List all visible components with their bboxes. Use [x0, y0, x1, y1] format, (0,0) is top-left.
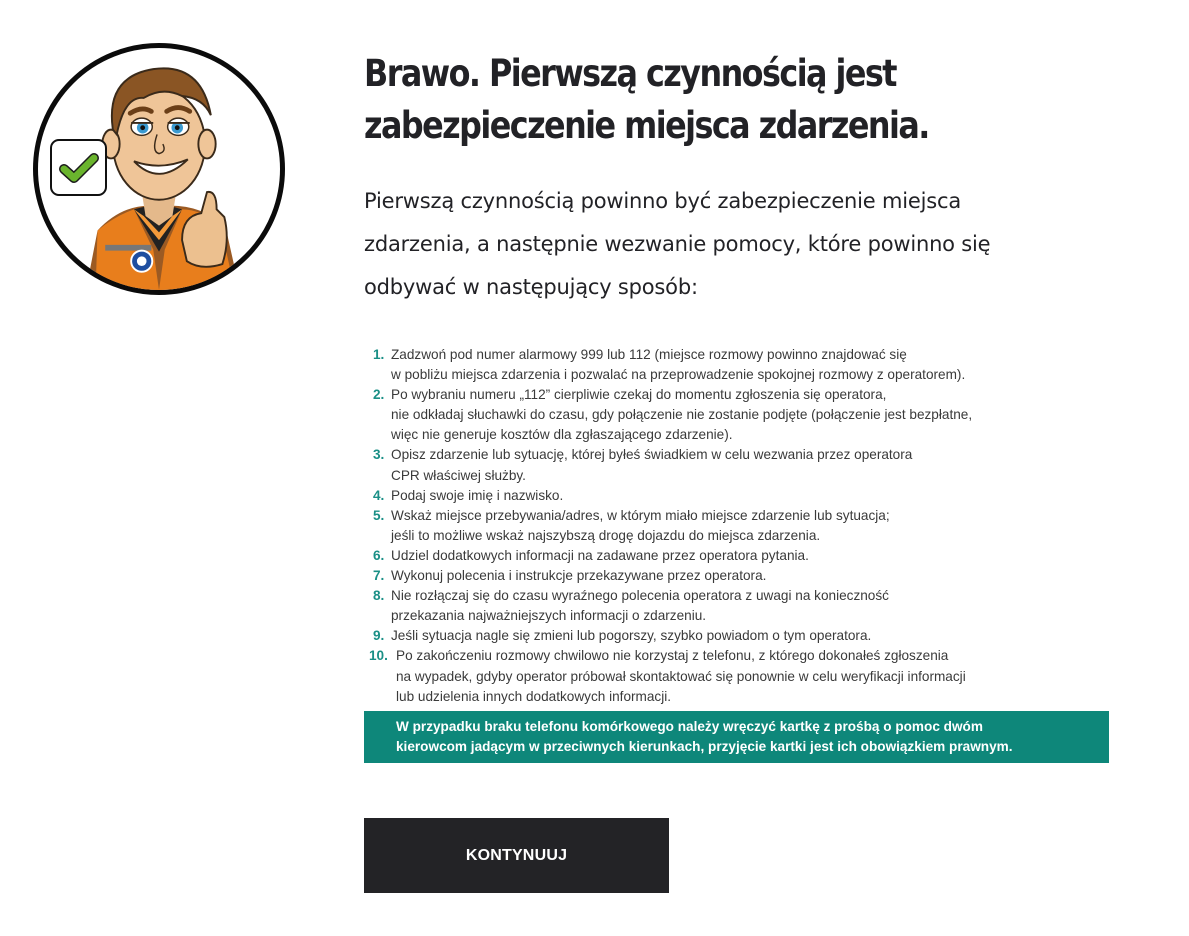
step-text: Opisz zdarzenie lub sytuację, której byłeś świadkiem w celu wezwania przez operatora: [391, 447, 913, 463]
step-text: więc nie generuje kosztów dla zgłaszającego zdarzenie).: [391, 427, 733, 443]
step-number: 8.: [373, 588, 385, 604]
page-title-line-1: Brawo. Pierwszą czynnością jest: [364, 52, 896, 95]
notice-banner: [364, 711, 1109, 763]
step-number: 6.: [373, 547, 385, 563]
notice-line-1: W przypadku braku telefonu komórkowego należy wręczyć kartkę z prośbą o pomoc dwóm: [396, 719, 983, 734]
step-text: w pobliżu miejsca zdarzenia i pozwalać na przeprowadzenie spokojnej rozmowy z operatorem).: [391, 367, 966, 383]
step-item: [364, 546, 1109, 566]
intro-line-1: Pierwszą czynnością powinno być zabezpieczenie miejsca: [364, 189, 961, 213]
step-number: 7.: [373, 568, 385, 584]
step-text: Jeśli sytuacja nagle się zmieni lub pogorszy, szybko powiadom o tym operatora.: [391, 628, 872, 644]
step-number: 5.: [373, 507, 385, 523]
step-text: Udziel dodatkowych informacji na zadawane przez operatora pytania.: [391, 547, 809, 563]
step-text: Zadzwoń pod numer alarmowy 999 lub 112 (miejsce rozmowy powinno znajdować się: [391, 347, 907, 362]
step-item: [364, 586, 1109, 626]
step-text: Nie rozłączaj się do czasu wyraźnego polecenia operatora z uwagi na konieczność: [391, 588, 889, 604]
step-item: [364, 506, 1109, 546]
steps-list: [364, 345, 1109, 707]
step-item: [364, 445, 1109, 485]
page-title: [364, 48, 1018, 152]
step-text: Po wybraniu numeru „112” cierpliwie czekaj do momentu zgłoszenia się operatora,: [391, 387, 887, 403]
instructions-image: [364, 345, 1109, 763]
step-item: [364, 626, 1109, 646]
intro-line-3: odbywać w następujący sposób:: [364, 275, 698, 299]
continue-button[interactable]: KONTYNUUJ: [364, 818, 669, 893]
check-badge: [50, 139, 107, 196]
step-item: [364, 646, 1109, 706]
step-text: lub udzielenia innych dodatkowych informacji.: [396, 688, 672, 704]
step-number: 1.: [373, 347, 385, 362]
step-text: jeśli to możliwe wskaż najszybszą drogę dojazdu do miejsca zdarzenia.: [391, 527, 821, 543]
step-number: 4.: [373, 487, 385, 503]
step-text: nie odkładaj słuchawki do czasu, gdy połączenie nie zostanie podjęte (połączenie jest bezpłatne,: [391, 407, 973, 423]
intro-line-2: zdarzenia, a następnie wezwanie pomocy, które powinno się: [364, 232, 991, 256]
step-text: Wykonuj polecenia i instrukcje przekazywane przez operatora.: [391, 568, 767, 584]
intro-paragraph: [364, 180, 1084, 309]
step-number: 2.: [373, 387, 385, 403]
step-text: przekazania najważniejszych informacji o zdarzeniu.: [391, 608, 707, 624]
step-text: na wypadek, gdyby operator próbował skontaktować się ponownie w celu weryfikacji informacji: [396, 668, 966, 684]
step-item: [364, 486, 1109, 506]
result-content: [364, 48, 1124, 309]
check-icon: [59, 152, 99, 184]
step-number: 10.: [369, 648, 388, 664]
avatar: [33, 43, 285, 295]
step-text: Po zakończeniu rozmowy chwilowo nie korzystaj z telefonu, z którego dokonałeś zgłoszenia: [396, 648, 949, 664]
step-text: CPR właściwej służby.: [391, 467, 526, 483]
step-text: Wskaż miejsce przebywania/adres, w którym miało miejsce zdarzenie lub sytuacja;: [391, 507, 890, 523]
page-title-line-2: zabezpieczenie miejsca zdarzenia.: [364, 104, 929, 147]
step-item: [364, 345, 1109, 385]
step-item: [364, 385, 1109, 445]
step-text: Podaj swoje imię i nazwisko.: [391, 487, 564, 503]
step-number: 3.: [373, 447, 385, 463]
step-item: [364, 566, 1109, 586]
notice-line-2: kierowcom jadącym w przeciwnych kierunkach, przyjęcie kartki jest ich obowiązkiem prawnym.: [396, 739, 1013, 754]
step-number: 9.: [373, 628, 385, 644]
